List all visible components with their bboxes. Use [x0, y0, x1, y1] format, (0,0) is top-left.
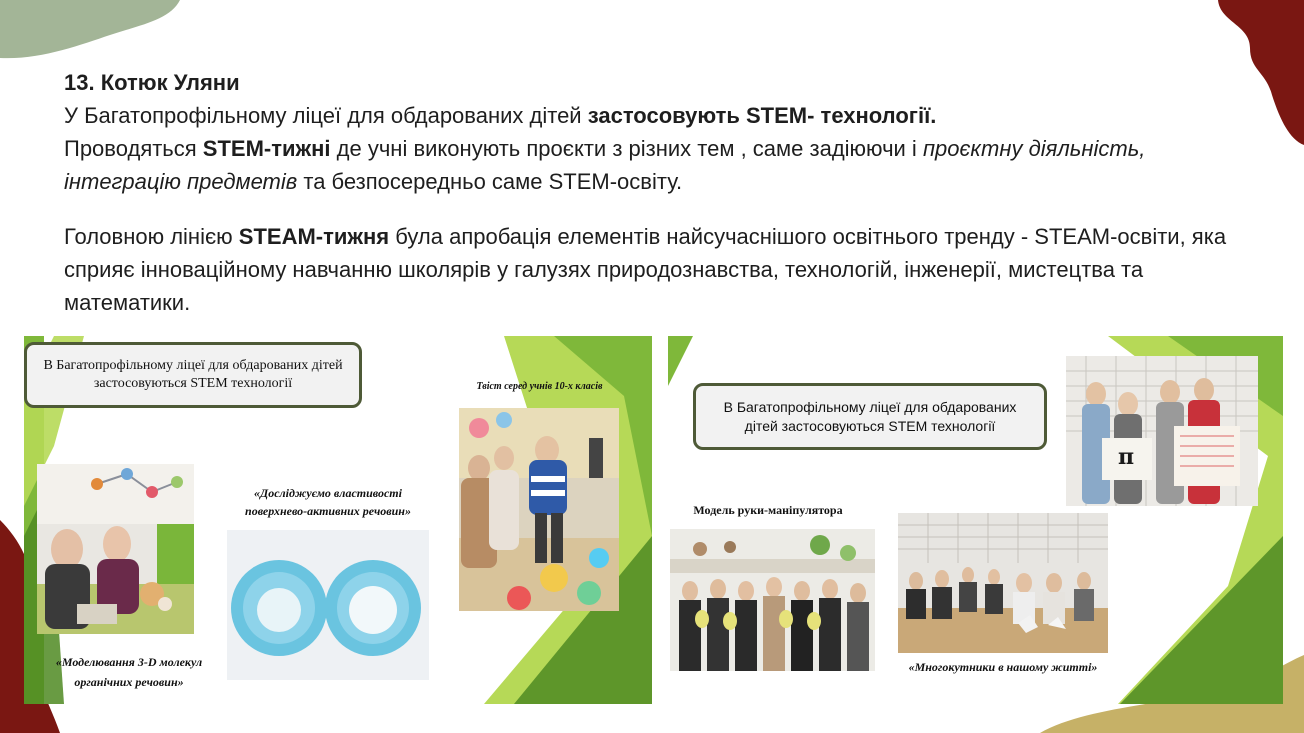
- photo-classroom-polygons: [898, 513, 1108, 653]
- p2-text-a: Проводяться: [64, 136, 203, 161]
- paragraph-2: [64, 132, 1254, 198]
- photo-hand-manipulator: [670, 529, 875, 671]
- photo-molecule-models: [37, 464, 194, 634]
- pi-symbol: π: [1118, 444, 1135, 470]
- slide-right: [668, 336, 1283, 704]
- caption-3d-molecules: «Моделювання 3-D молекул органічних речовин»: [55, 655, 203, 689]
- caption-twist: Твіст серед учнів 10-х класів: [476, 381, 603, 392]
- p1-text: У Багатопрофільному ліцеї для обдарованих дітей: [64, 103, 588, 128]
- p2-bold: STEM-тижні: [202, 136, 331, 161]
- p2-text-e: та безпосередньо саме STEM-освіту.: [297, 169, 683, 194]
- slide-left-header: [24, 342, 362, 408]
- corner-blob-top-left: [0, 0, 190, 60]
- slide-left-header-text: В Багатопрофільному ліцеї для обдарованих дітей застосовуються STEM технології: [43, 358, 343, 391]
- photo-pi-posters: [1066, 356, 1258, 506]
- paragraph-3: [64, 220, 1254, 319]
- photo-twister-game: [459, 408, 619, 611]
- page-title: 13. Котюк Уляни: [64, 70, 240, 95]
- p3-text-c: була апробація елементів найсучаснішого освітнього тренду - STEAM-освіти, яка сприяє інноваційному навчанню школярів у галузях природознавства, технологій, інженерії, мистецтва та математики.: [64, 224, 1227, 315]
- main-text: [64, 66, 1254, 319]
- p3-bold: STEAM-тижня: [238, 224, 390, 249]
- caption-surface-active: «Досліджуємо властивості поверхнево-активних речовин»: [245, 486, 411, 518]
- paragraph-1: [64, 99, 1254, 132]
- caption-polygons: «Многокутники в нашому житті»: [908, 660, 1098, 674]
- p2-text-c: де учні виконують проєкти з різних тем , саме задіюючи і: [330, 136, 923, 161]
- slide-left: [24, 336, 652, 704]
- slide-right-header-text: В Багатопрофільному ліцеї для обдарованих дітей застосовуються STEM технології: [723, 398, 1017, 434]
- p2-italic: проєктну діяльність, інтеграцію предметів: [64, 136, 1146, 194]
- caption-model-hand: Модель руки-маніпулятора: [693, 503, 843, 517]
- p1-bold: застосовують STEM- технології.: [587, 103, 937, 128]
- photo-petri-dishes: [227, 530, 429, 680]
- slide-right-header: [693, 383, 1047, 450]
- p3-text-a: Головною лінією: [64, 224, 239, 249]
